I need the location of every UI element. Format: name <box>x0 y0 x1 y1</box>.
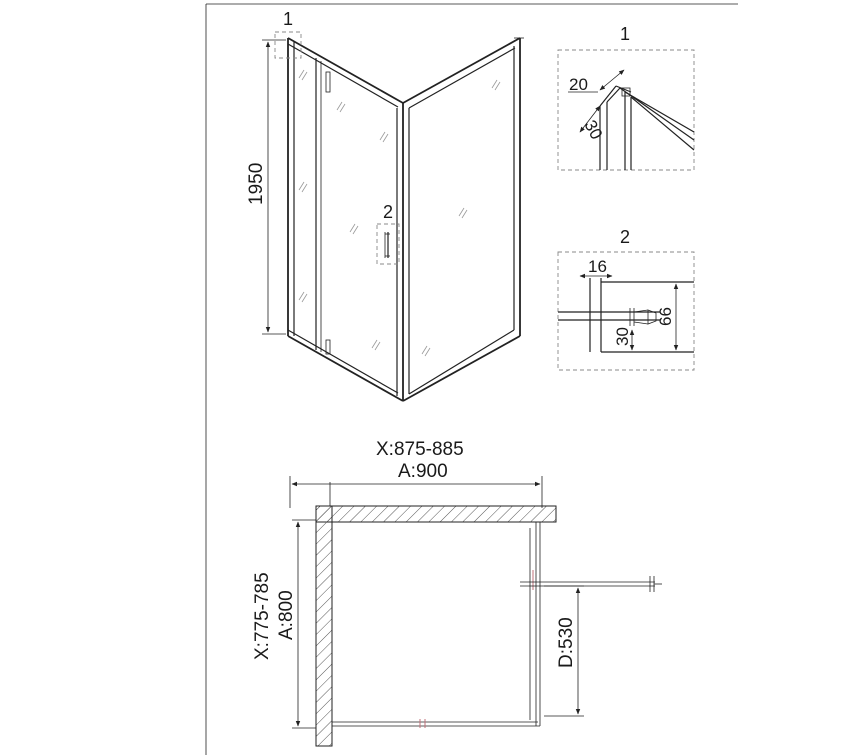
glass-marks <box>299 70 500 356</box>
height-label: 1950 <box>246 162 267 205</box>
wall-top <box>316 506 556 522</box>
plan-x-range: X:875-885 <box>376 439 464 460</box>
detail-2 <box>558 227 694 370</box>
callout-2-label: 2 <box>383 202 394 222</box>
detail-1-depth: 30 <box>580 116 607 143</box>
plan-a-width: A:900 <box>398 461 448 482</box>
detail-2-height: 66 <box>656 307 675 326</box>
height-dimension <box>246 40 286 334</box>
plan-door-opening: D:530 <box>556 617 577 668</box>
detail-1 <box>558 24 694 170</box>
callout-1-label: 1 <box>283 9 294 29</box>
plan-a-depth: A:800 <box>276 590 297 640</box>
detail-2-title: 2 <box>620 227 631 247</box>
detail-2-depth: 30 <box>613 327 632 346</box>
wall-left <box>316 506 332 746</box>
elevation-view <box>246 9 524 401</box>
plan-y-range: X:775-785 <box>252 572 273 660</box>
detail-1-width: 20 <box>569 75 588 94</box>
detail-2-width: 16 <box>588 257 607 276</box>
door-handle <box>385 232 390 258</box>
depth-dimensions <box>252 520 316 728</box>
side-panel <box>403 38 524 401</box>
door-opening-dimension <box>544 586 584 716</box>
detail-1-title: 1 <box>620 24 631 44</box>
sheet-frame <box>206 4 738 755</box>
plan-view <box>252 439 662 746</box>
width-dimensions <box>290 439 542 508</box>
